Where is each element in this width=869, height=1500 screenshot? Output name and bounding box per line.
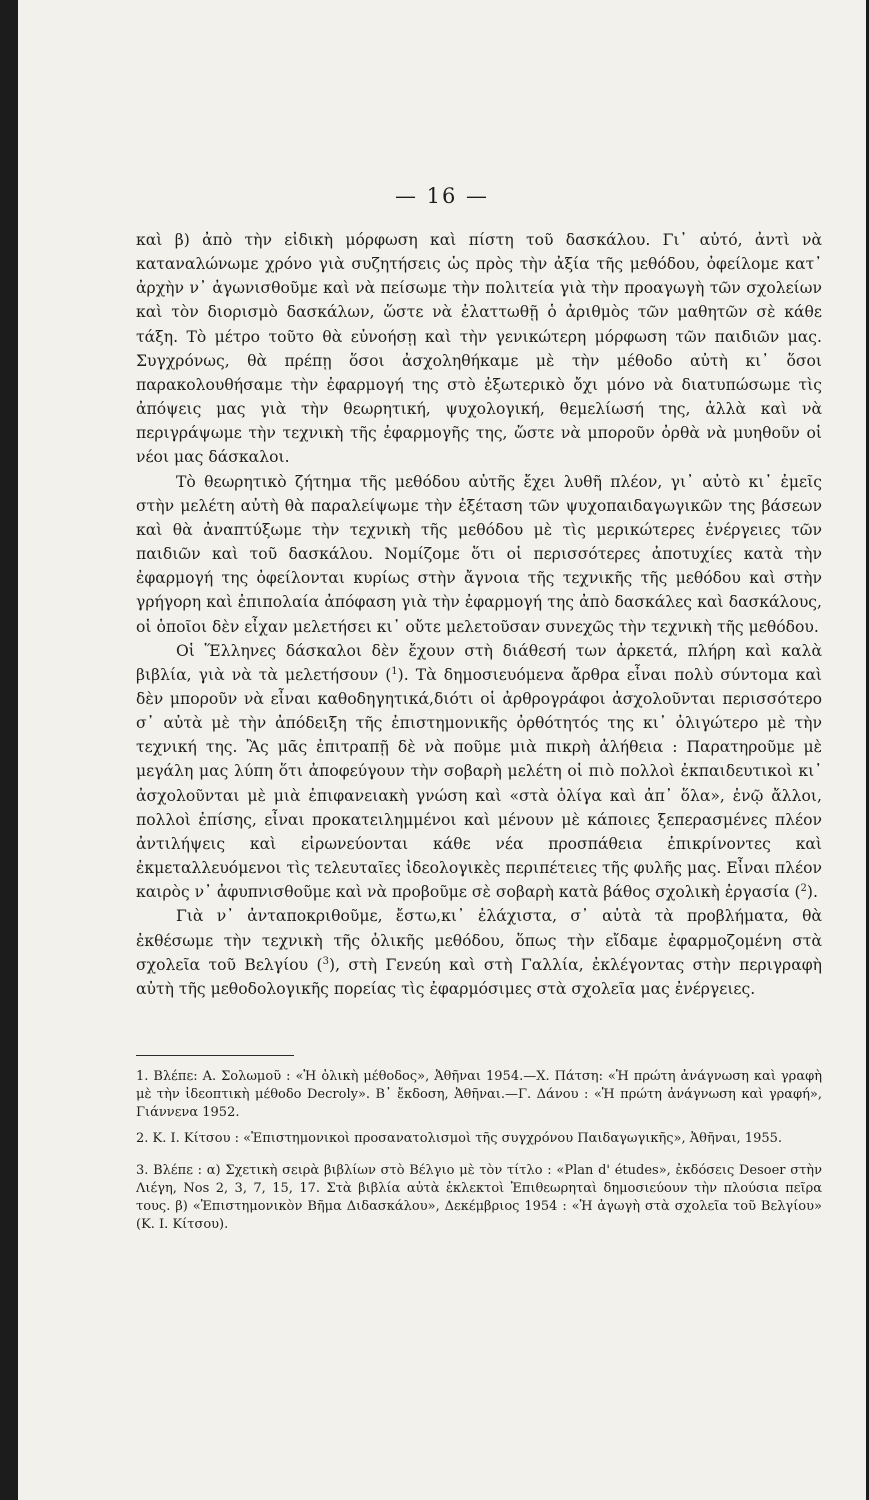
paragraph-4-part-a: Γιὰ ν᾽ ἀνταποκριθοῦμε, ἔστω,κι᾽ ἐλάχιστα, σ᾽ αὐτὰ τὰ προβλήματα, θὰ ἐκθέσωμε τὴν τεχνικὴ τῆς ὁλικῆς μεθόδου, ὅπως τὴν εἴδαμε ἐφαρμοζομένη στὰ σχολεῖα τοῦ Βελγίου ( — [136, 907, 822, 974]
footnote-ref-1: 1 — [391, 665, 398, 677]
footnote-3: 3. Βλέπε : α) Σχετικὴ σειρὰ βιβλίων στὸ Βέλγιο μὲ τὸν τίτλο : «Plan d' études», ἐκδόσεις Desoer στὴν Λιέγη, Nos 2, 3, 7, 15, 17. Στὰ βιβλία αὐτὰ ἐκλεκτοὶ Ἐπιθεωρηταὶ δημοσιεύουν τὴν πλούσια πεῖρα τους. β) «Ἐπιστημονικὸν Βῆμα Διδασκάλου», Δεκέμβριος 1954 : «Ἡ ἀγωγὴ στὰ σχολεῖα τοῦ Βελγίου» (Κ. Ι. Κίτσου). — [136, 1163, 822, 1232]
paragraph-3-part-a: Οἱ Ἕλληνες δάσκαλοι δὲν ἔχουν στὴ διάθεσή των ἀρκετά, πλήρη καὶ καλὰ βιβλία, γιὰ νὰ τὰ μελετήσουν ( — [136, 641, 822, 684]
paragraph-3-part-c: ). — [806, 883, 818, 902]
paragraph-3 — [136, 639, 822, 905]
body-text — [136, 228, 822, 1001]
paragraph-2: Τὸ θεωρητικὸ ζήτημα τῆς μεθόδου αὐτῆς ἔχει λυθῆ πλέον, γι᾽ αὐτὸ κι᾽ ἐμεῖς στὴν μελέτη αὐτὴ θὰ παραλείψωμε τὴν ἐξέταση τῶν ψυχοπαιδαγωγικῶν της βάσεων καὶ θὰ ἀναπτύξωμε τὴν τεχνικὴ τῆς μεθόδου μὲ τὶς μερικώτερες ἐνέργειες τῶν παιδιῶν καὶ τοῦ δασκάλου. Νομίζομε ὅτι οἱ περισσότερες ἀποτυχίες κατὰ τὴν ἐφαρμογή της ὀφείλονται κυρίως στὴν ἄγνοια τῆς τεχνικῆς τῆς μεθόδου καὶ στὴν γρήγορη καὶ ἐπιπολαία ἀπόφαση γιὰ τὴν ἐφαρμογή της ἀπὸ δασκάλες καὶ δασκάλους, οἱ ὁποῖοι δὲν εἶχαν μελετήσει κι᾽ οὔτε μελετοῦσαν συνεχῶς τὴν τεχνικὴ τῆς μεθόδου. — [136, 472, 822, 636]
footnotes — [136, 1068, 822, 1242]
paragraph-4-part-b: ), στὴ Γενεύη καὶ στὴ Γαλλία, ἐκλέγοντας στὴν περιγραφὴ αὐτὴ τῆς μεθοδολογικῆς πορείας τὶς ἐφαρμόσιμες στὰ σχολεῖα μας ἐνέργειες. — [136, 955, 822, 998]
page-number: — 16 — — [394, 184, 490, 208]
footnote-ref-2: 2 — [800, 883, 807, 895]
book-page — [18, 0, 866, 1500]
paragraph-3-part-b: ). Τὰ δημοσιευόμενα ἄρθρα εἶναι πολὺ σύντομα καὶ δὲν μποροῦν νὰ εἶναι καθοδηγητικά,διότι οἱ ἀρθρογράφοι ἀσχολοῦνται περισσότερο σ᾽ αὐτὰ μὲ τὴν ἀπόδειξη τῆς ἐπιστημονικῆς ὀρθότητός της κι᾽ ὀλιγώτερο μὲ τὴν τεχνική της. Ἂς μᾶς ἐπιτραπῇ δὲ νὰ ποῦμε μιὰ πικρὴ ἀλήθεια : Παρατηροῦμε μὲ μεγάλη μας λύπη ὅτι ἀποφεύγουν τὴν σοβαρὴ μελέτη οἱ πιὸ πολλοὶ ἐκπαιδευτικοὶ κι᾽ ἀσχολοῦνται μὲ μιὰ ἐπιφανειακὴ γνώση καὶ «στὰ ὀλίγα καὶ ἀπ᾽ ὅλα», ἐνῷ ἄλλοι, πολλοὶ ἐπίσης, εἶναι προκατειλημμένοι καὶ μένουν μὲ κάποιες ξεπερασμένες πλέον ἀντιλήψεις καὶ εἰρωνεύονται κάθε νέα προσπάθεια ἐπικρίνοντες καὶ ἐκμεταλλευόμενοι τὶς τελευταῖες ἰδεολογικὲς περιπέτειες τῆς φυλῆς μας. Εἶναι πλέον καιρὸς ν᾽ ἀφυπνισθοῦμε καὶ νὰ προβοῦμε σὲ σοβαρὴ κατὰ βάθος σχολικὴ ἐργασία ( — [136, 665, 822, 902]
paragraph-1: καὶ β) ἀπὸ τὴν εἰδικὴ μόρφωση καὶ πίστη τοῦ δασκάλου. Γι᾽ αὐτό, ἀντὶ νὰ καταναλώνωμε χρόνο γιὰ συζητήσεις ὡς πρὸς τὴν ἀξία τῆς μεθόδου, ὀφείλομε κατ᾽ ἀρχὴν ν᾽ ἀγωνισθοῦμε καὶ νὰ πείσωμε τὴν πολιτεία γιὰ τὴν προαγωγὴ τῶν σχολείων καὶ τὸν διορισμὸ δασκάλων, ὥστε νὰ ἐλαττωθῇ ὁ ἀριθμὸς τῶν μαθητῶν σὲ κάθε τάξη. Τὸ μέτρο τοῦτο θὰ εὐνοήσῃ καὶ τὴν γενικώτερη μόρφωση τῶν παιδιῶν μας. Συγχρόνως, θὰ πρέπῃ ὅσοι ἀσχοληθήκαμε μὲ τὴν μέθοδο αὐτὴ κι᾽ ὅσοι παρακολουθήσαμε τὴν ἐφαρμογή της στὸ ἐξωτερικὸ ὄχι μόνο νὰ διατυπώσωμε τὶς ἀπόψεις μας γιὰ τὴν θεωρητική, ψυχολογική, θεμελίωσή της, ἀλλὰ καὶ νὰ περιγράψωμε τὴν τεχνικὴ τῆς ἐφαρμογῆς της, ὥστε νὰ μποροῦν ὀρθὰ νὰ μυηθοῦν οἱ νέοι μας δάσκαλοι. — [136, 231, 822, 467]
footnote-2: 2. Κ. Ι. Κίτσου : «Ἐπιστημονικοὶ προσανατολισμοὶ τῆς συγχρόνου Παιδαγωγικῆς», Ἀθῆναι, 1955. — [136, 1131, 783, 1146]
footnote-divider — [136, 1055, 294, 1056]
footnote-1: 1. Βλέπε: Α. Σολωμοῦ : «Ἡ ὁλικὴ μέθοδος», Ἀθῆναι 1954.—Χ. Πάτση: «Ἡ πρώτη ἀνάγνωση καὶ γραφὴ μὲ τὴν ἰδεοπτικὴ μέθοδο Decroly». Β᾽ ἔκδοση, Ἀθῆναι.—Γ. Δάνου : «Ἡ πρώτη ἀνάγνωση καὶ γραφή», Γιάννενα 1952. — [136, 1069, 822, 1120]
paragraph-4 — [136, 904, 822, 1001]
footnote-ref-3: 3 — [322, 955, 329, 967]
